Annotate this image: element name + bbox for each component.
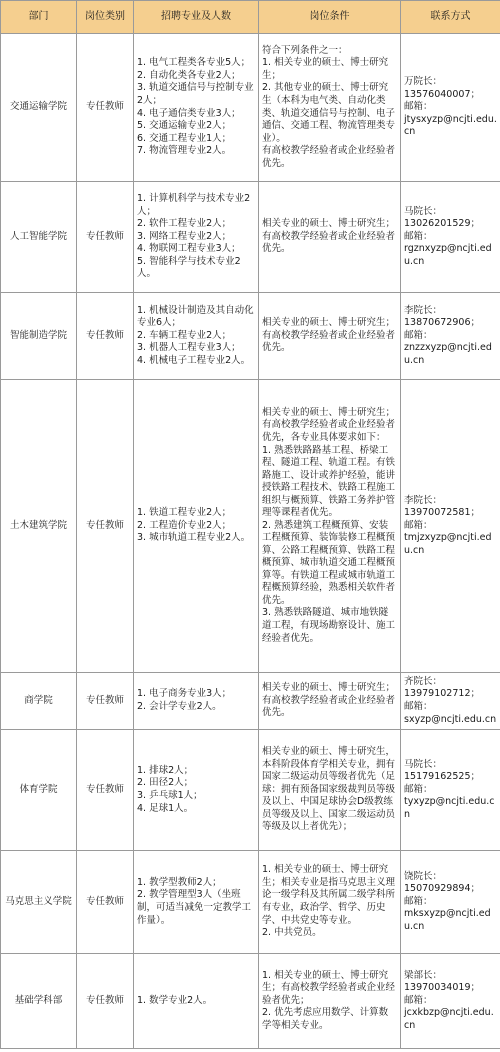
condition-line: 1. 相关专业的硕士、博士研究生；相关专业是指马克思主义理论一级学科及其所属二级学科所有专业，政治学、哲学、历史学、中共党史等专业。 (262, 864, 396, 926)
table-row (1, 851, 500, 954)
header-contact: 联系方式 (401, 1, 500, 34)
major-line: 4. 机械电子工程专业2人。 (137, 354, 251, 366)
condition-line: 相关专业的硕士、博士研究生，本科阶段体育学相关专业，拥有国家二级运动员等级者优先（足球：拥有预备国家级裁判员等级及以上、中国足球协会D级教练员等级及以上、国家二级运动员等级及以上者优先）； (262, 746, 396, 833)
major-line: 3. 轨道交通信号与控制专业2人； (137, 82, 254, 106)
major-line: 4. 电子通信类专业3人； (137, 107, 241, 119)
major-line: 1. 排球2人； (137, 764, 194, 776)
condition-line: 2. 中共党员。 (262, 927, 322, 939)
contact-line: 13870672906； (404, 317, 480, 329)
position-type-cell: 专任教师 (77, 380, 134, 673)
position-type-cell: 专任教师 (77, 730, 134, 851)
major-line: 6. 交通工程专业1人； (137, 132, 232, 144)
contact-cell (401, 182, 500, 293)
table-row (1, 34, 500, 182)
major-line: 1. 机械设计制造及其自动化专业6人； (137, 304, 254, 329)
header-position-type: 岗位类别 (77, 1, 134, 34)
department-cell: 土木建筑学院 (1, 380, 77, 673)
department-cell: 体育学院 (1, 730, 77, 851)
major-line: 2. 田径2人； (137, 777, 194, 789)
contact-cell (401, 730, 500, 851)
conditions-cell (259, 182, 401, 293)
table-row (1, 954, 500, 1049)
contact-line: 13576040007； (404, 88, 480, 100)
conditions-cell (259, 730, 401, 851)
department-cell: 交通运输学院 (1, 34, 77, 182)
contact-line: jtysxyzp@ncjti.edu.cn (404, 113, 497, 138)
position-type-cell: 专任教师 (77, 182, 134, 293)
condition-line: 1. 相关专业的硕士、博士研究生； (262, 57, 389, 81)
position-type-cell: 专任教师 (77, 34, 134, 182)
department-cell: 基础学科部 (1, 954, 77, 1049)
major-line: 1. 电子商务专业3人； (137, 688, 232, 700)
condition-line: 2. 熟悉建筑工程概预算、安装工程概预算、装饰装修工程概预算、公路工程概预算、铁路工程概预算、城市轨道交通工程概预算等。有铁道工程或城市轨道工程概预算经验，熟悉相关软件者优先。 (262, 519, 396, 606)
header-majors: 招聘专业及人数 (134, 1, 259, 34)
contact-line: 马院长： (404, 758, 443, 770)
contact-cell (401, 34, 500, 182)
table-body (1, 34, 500, 1049)
condition-line: 2. 优先考虑应用数学、计算数学等相关专业。 (262, 1007, 389, 1031)
contact-line: 李院长： (404, 304, 443, 316)
contact-line: 13026201529； (404, 218, 480, 230)
table-row (1, 730, 500, 851)
major-line: 1. 电气工程类各专业5人； (137, 57, 251, 69)
major-line: 1. 铁道工程专业2人； (137, 507, 232, 519)
contact-line: 邮箱： (404, 701, 433, 712)
major-line: 1. 教学型教师2人； (137, 876, 222, 888)
major-line: 2. 车辆工程专业2人； (137, 329, 232, 341)
contact-line: 邮箱： (404, 895, 433, 907)
contact-line: rgznxyzp@ncjti.edu.cn (404, 243, 492, 267)
conditions-cell (259, 293, 401, 380)
department-cell: 商学院 (1, 673, 77, 730)
majors-cell (134, 673, 259, 730)
major-line: 4. 足球1人。 (137, 802, 194, 814)
condition-line: 相关专业的硕士、博士研究生；有高校教学经验者或企业经验者优先。 (262, 682, 396, 719)
contact-line: 邮箱： (404, 329, 433, 341)
contact-line: 邮箱： (404, 101, 433, 113)
contact-line: znzzxyzp@ncjti.edu.cn (404, 342, 492, 366)
condition-line: 1. 相关专业的硕士、博士研究生；有高校教学经验者或企业经验者优先； (262, 969, 396, 1006)
table-row (1, 380, 500, 673)
contact-line: 齐院长： (404, 675, 443, 687)
major-line: 4. 物联网工程专业3人； (137, 243, 241, 255)
condition-line: 3. 熟悉铁路隧道、城市地铁隧道工程，有现场勘察设计、施工经验者优先。 (262, 607, 396, 644)
contact-line: tmjzxyzp@ncjti.edu.cn (404, 532, 492, 556)
major-line: 3. 乒乓球1人； (137, 790, 203, 801)
conditions-cell (259, 673, 401, 730)
condition-line: 相关专业的硕士、博士研究生；有高校教学经验者或企业经验者优先，各专业具体要求如下： (262, 406, 396, 444)
position-type-cell: 专任教师 (77, 293, 134, 380)
major-line: 2. 自动化类各专业2人； (137, 69, 241, 81)
contact-cell (401, 380, 500, 673)
contact-line: 梁部长： (404, 969, 443, 981)
table-row (1, 673, 500, 730)
condition-line: 2. 其他专业的硕士、博士研究生（本科为电气类、自动化类类、轨道交通信号与控制、电子通信、交通工程、物流管理类专业）。 (262, 82, 396, 144)
position-type-cell: 专任教师 (77, 954, 134, 1049)
conditions-cell (259, 380, 401, 673)
contact-line: 李院长： (404, 494, 443, 506)
contact-line: 15070929894； (404, 883, 480, 895)
table-row (1, 182, 500, 293)
major-line: 2. 工程造价专业2人； (137, 519, 232, 531)
department-cell: 人工智能学院 (1, 182, 77, 293)
condition-line: 相关专业的硕士、博士研究生；有高校教学经验者或企业经验者优先。 (262, 218, 396, 255)
major-line: 3. 城市轨道工程专业2人。 (137, 532, 251, 544)
major-line: 3. 机器人工程专业3人； (137, 342, 241, 354)
condition-line: 相关专业的硕士、博士研究生；有高校教学经验者或企业经验者优先。 (262, 317, 396, 354)
contact-line: 邮箱： (404, 230, 433, 242)
contact-line: 13970034019； (404, 982, 480, 994)
majors-cell (134, 34, 259, 182)
contact-line: 15179162525； (404, 771, 480, 783)
contact-line: 邮箱： (404, 519, 433, 531)
condition-line: 有高校教学经验者或企业经验者优先。 (262, 145, 396, 169)
contact-line: 邮箱： (404, 783, 433, 795)
contact-line: 马院长： (404, 205, 443, 217)
major-line: 2. 教学管理型3人（坐班制，可适当减免一定教学工作量）。 (137, 889, 252, 926)
department-cell: 智能制造学院 (1, 293, 77, 380)
contact-cell (401, 673, 500, 730)
major-line: 5. 交通运输专业2人； (137, 120, 232, 132)
majors-cell (134, 182, 259, 293)
condition-line: 1. 熟悉铁路路基工程、桥梁工程、隧道工程、轨道工程。有铁路施工、设计或养护经验，能讲授铁路工程技术、铁路工程施工组织与概预算、铁路工务养护管理等课程者优先。 (262, 444, 396, 519)
majors-cell (134, 954, 259, 1049)
header-conditions: 岗位条件 (259, 1, 401, 34)
table-header (1, 1, 500, 34)
majors-cell (134, 380, 259, 673)
contact-line: sxyzp@ncjti.edu.cn (404, 713, 497, 725)
majors-cell (134, 293, 259, 380)
major-line: 5. 智能科学与技术专业2人。 (137, 255, 241, 280)
major-line: 1. 数学专业2人。 (137, 994, 213, 1006)
contact-cell (401, 293, 500, 380)
header-department: 部门 (1, 1, 77, 34)
contact-line: mksxyzp@ncjti.edu.cn (404, 908, 491, 932)
contact-line: jcxkbzp@ncjti.edu.cn (404, 1007, 494, 1031)
contact-line: 13979102712； (404, 688, 480, 700)
contact-cell (401, 954, 500, 1049)
major-line: 2. 软件工程专业2人； (137, 218, 232, 230)
contact-line: 邮箱： (404, 994, 433, 1006)
conditions-cell (259, 954, 401, 1049)
contact-line: 13970072581； (404, 507, 480, 519)
department-cell: 马克思主义学院 (1, 851, 77, 954)
table-row (1, 293, 500, 380)
contact-line: tyxyzp@ncjti.edu.cn (404, 796, 495, 820)
position-type-cell: 专任教师 (77, 851, 134, 954)
majors-cell (134, 851, 259, 954)
contact-line: 万院长： (404, 76, 443, 88)
major-line: 2. 会计学专业2人。 (137, 701, 222, 712)
major-line: 1. 计算机科学与技术专业2人； (137, 193, 251, 217)
conditions-cell (259, 34, 401, 182)
contact-cell (401, 851, 500, 954)
contact-line: 饶院长： (404, 870, 443, 882)
major-line: 3. 网络工程专业2人； (137, 230, 232, 242)
majors-cell (134, 730, 259, 851)
major-line: 7. 物流管理专业2人。 (137, 145, 232, 157)
position-type-cell: 专任教师 (77, 673, 134, 730)
condition-line: 符合下列条件之一： (262, 44, 348, 56)
conditions-cell (259, 851, 401, 954)
